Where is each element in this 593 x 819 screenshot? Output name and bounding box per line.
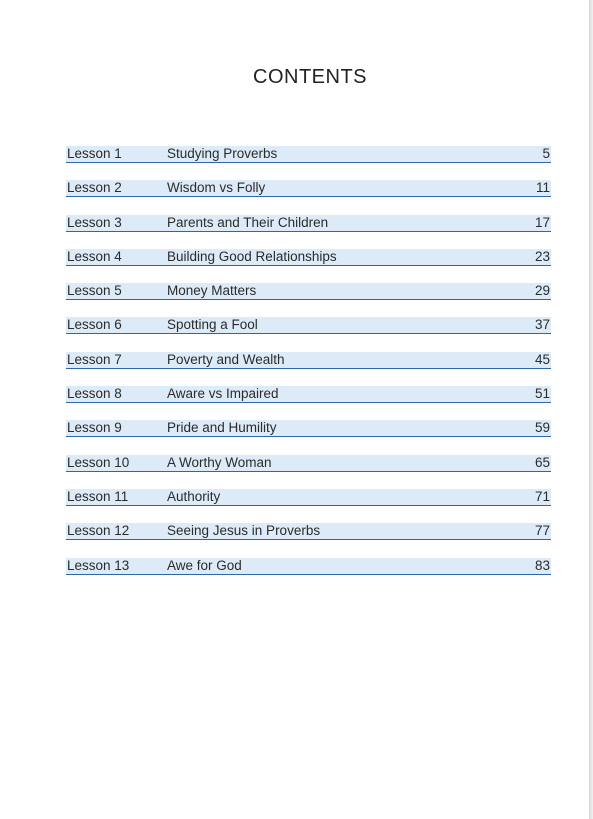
toc-page-number: 11: [535, 180, 550, 196]
toc-lesson-title: A Worthy Woman: [167, 454, 272, 470]
toc-lesson-number: Lesson 1: [67, 146, 122, 161]
toc-link-lesson-7[interactable]: [66, 352, 551, 369]
toc-lesson-number: Lesson 4: [67, 248, 122, 264]
toc-link-lesson-3[interactable]: [66, 215, 551, 232]
toc-page-number: 71: [534, 488, 550, 504]
toc-lesson-number: Lesson 10: [67, 454, 130, 470]
toc-lesson-number: Lesson 12: [67, 523, 130, 539]
toc-lesson-number: Lesson 11: [67, 488, 129, 504]
toc-page-number: 77: [534, 523, 550, 539]
page-edge-shadow: [589, 0, 593, 819]
toc-lesson-title: Pride and Humility: [167, 420, 277, 436]
toc-page-number: 23: [534, 248, 550, 264]
toc-lesson-title: Wisdom vs Folly: [167, 180, 266, 196]
toc-page-number: 37: [534, 317, 550, 333]
toc-lesson-number: Lesson 13: [67, 557, 130, 573]
toc-page-number: 29: [534, 283, 550, 299]
table-of-contents: [66, 146, 551, 592]
toc-page-number: 51: [534, 386, 550, 402]
toc-lesson-title: Building Good Relationships: [167, 248, 337, 264]
toc-lesson-title: Poverty and Wealth: [167, 351, 285, 367]
toc-link-lesson-9[interactable]: [66, 420, 551, 437]
toc-page-number: 59: [534, 420, 550, 436]
toc-link-lesson-12[interactable]: [66, 523, 551, 540]
toc-lesson-number: Lesson 5: [67, 283, 122, 299]
toc-link-lesson-11[interactable]: [66, 489, 551, 506]
toc-lesson-title: Aware vs Impaired: [167, 386, 279, 402]
toc-page-number: 45: [534, 351, 550, 367]
toc-lesson-number: Lesson 8: [67, 386, 122, 402]
toc-page-number: 83: [534, 557, 550, 573]
toc-lesson-number: Lesson 9: [67, 420, 122, 436]
toc-lesson-title: Parents and Their Children: [167, 214, 329, 230]
toc-link-lesson-8[interactable]: [66, 386, 551, 403]
toc-link-lesson-6[interactable]: [66, 317, 551, 334]
toc-lesson-number: Lesson 2: [67, 180, 122, 196]
toc-link-lesson-2[interactable]: [66, 180, 551, 197]
toc-lesson-title: Money Matters: [167, 283, 257, 299]
toc-page-number: 65: [534, 454, 550, 470]
toc-lesson-number: Lesson 7: [67, 351, 122, 367]
toc-page-number: 17: [534, 214, 550, 230]
toc-link-lesson-10[interactable]: [66, 455, 551, 472]
toc-lesson-title: Spotting a Fool: [167, 317, 258, 333]
toc-link-lesson-1[interactable]: [66, 146, 551, 163]
page-title: CONTENTS: [253, 66, 367, 88]
toc-link-lesson-4[interactable]: [66, 249, 551, 266]
toc-link-lesson-5[interactable]: [66, 283, 551, 300]
toc-lesson-number: Lesson 6: [67, 317, 122, 333]
toc-lesson-number: Lesson 3: [67, 214, 122, 230]
toc-link-lesson-13[interactable]: [66, 558, 551, 575]
toc-page-number: 5: [542, 146, 550, 161]
toc-lesson-title: Authority: [167, 488, 221, 504]
toc-lesson-title: Seeing Jesus in Proverbs: [167, 523, 321, 539]
toc-lesson-title: Studying Proverbs: [167, 146, 278, 161]
toc-lesson-title: Awe for God: [167, 557, 242, 573]
